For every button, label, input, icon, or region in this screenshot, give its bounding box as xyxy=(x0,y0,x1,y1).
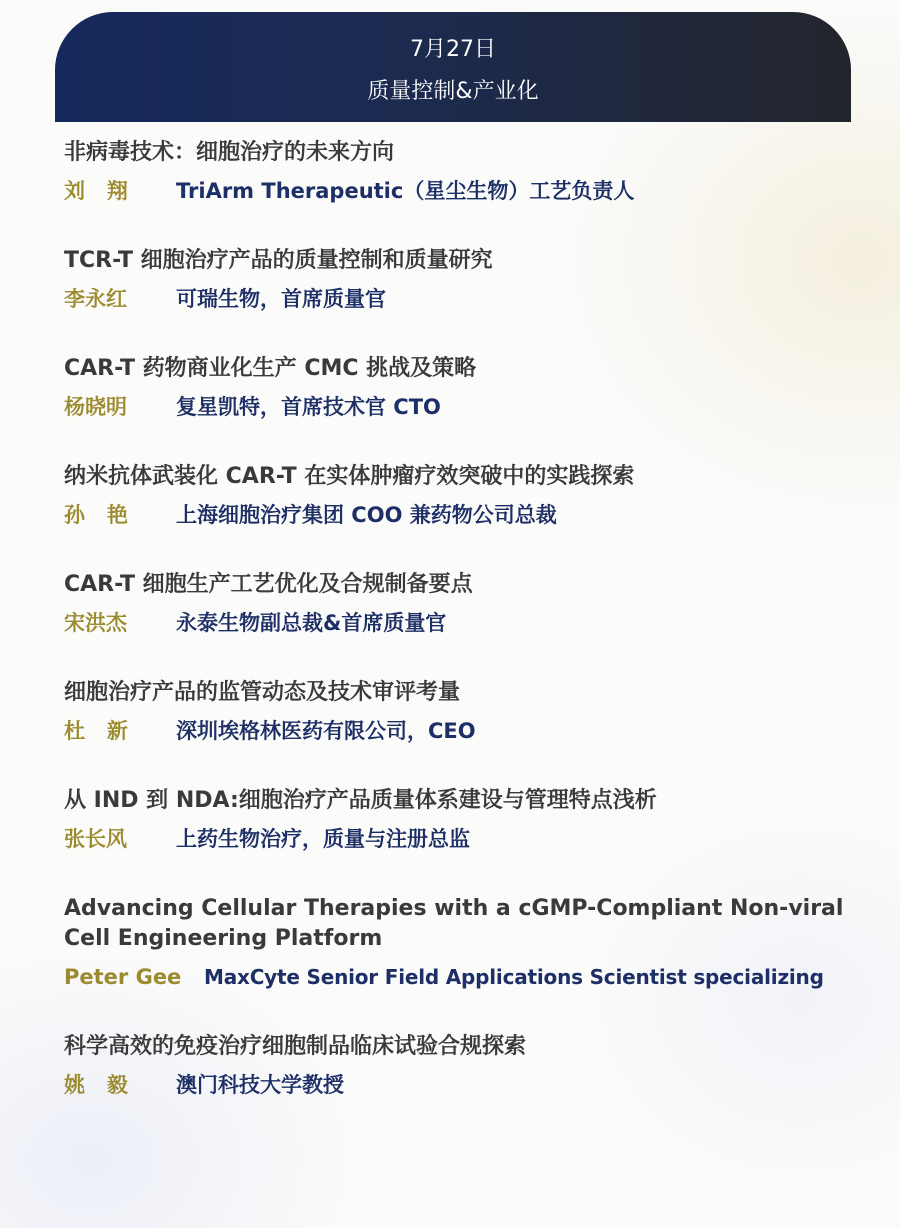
speaker-row xyxy=(64,176,854,206)
speaker-name: 杨晓明 xyxy=(64,395,127,419)
speaker-affiliation: 复星凯特，首席技术官 CTO xyxy=(176,395,441,419)
speaker-row xyxy=(64,500,854,530)
speaker-affiliation: TriArm Therapeutic（星尘生物）工艺负责人 xyxy=(176,179,635,203)
talk-topic: Advancing Cellular Therapies with a cGMP-Compliant Non-viral Cell Engineering Platform xyxy=(64,896,844,951)
speaker-row xyxy=(64,392,854,422)
speaker-name: 孙 艳 xyxy=(64,503,128,527)
speaker-affiliation: 永泰生物副总裁&首席质量官 xyxy=(176,611,447,635)
session-header xyxy=(55,12,851,122)
agenda-item xyxy=(64,894,854,992)
agenda-item xyxy=(64,1032,854,1100)
agenda-item xyxy=(64,354,854,422)
agenda-item xyxy=(64,246,854,314)
speaker-name: 杜 新 xyxy=(64,719,128,743)
speaker-affiliation: 上海细胞治疗集团 COO 兼药物公司总裁 xyxy=(176,503,557,527)
speaker-name: 李永红 xyxy=(64,287,127,311)
speaker-affiliation: 上药生物治疗，质量与注册总监 xyxy=(176,827,470,851)
speaker-row xyxy=(64,962,854,992)
session-date: 7月27日 xyxy=(410,37,496,62)
talk-topic: 科学高效的免疫治疗细胞制品临床试验合规探索 xyxy=(64,1034,527,1059)
talk-topic: CAR-T 细胞生产工艺优化及合规制备要点 xyxy=(64,572,473,597)
agenda-item xyxy=(64,678,854,746)
speaker-row xyxy=(64,284,854,314)
agenda-list xyxy=(64,138,854,1140)
speaker-name: Peter Gee xyxy=(64,965,182,989)
speaker-row xyxy=(64,1070,854,1100)
speaker-row xyxy=(64,608,854,638)
speaker-affiliation: 深圳埃格林医药有限公司，CEO xyxy=(176,719,476,743)
talk-topic: 纳米抗体武装化 CAR-T 在实体肿瘤疗效突破中的实践探索 xyxy=(64,464,635,489)
speaker-affiliation: 澳门科技大学教授 xyxy=(176,1073,344,1097)
speaker-name: 姚 毅 xyxy=(64,1073,128,1097)
speaker-name: 刘 翔 xyxy=(64,179,128,203)
speaker-row xyxy=(64,716,854,746)
agenda-item xyxy=(64,462,854,530)
speaker-affiliation: MaxCyte Senior Field Applications Scientist specializing xyxy=(204,965,824,989)
talk-topic: CAR-T 药物商业化生产 CMC 挑战及策略 xyxy=(64,356,477,381)
session-title: 质量控制&产业化 xyxy=(367,79,539,104)
speaker-name: 宋洪杰 xyxy=(64,611,127,635)
talk-topic: TCR-T 细胞治疗产品的质量控制和质量研究 xyxy=(64,248,493,273)
agenda-item xyxy=(64,138,854,206)
speaker-name: 张长风 xyxy=(64,827,127,851)
speaker-row xyxy=(64,824,854,854)
talk-topic: 细胞治疗产品的监管动态及技术审评考量 xyxy=(64,680,461,705)
agenda-item xyxy=(64,570,854,638)
talk-topic: 从 IND 到 NDA:细胞治疗产品质量体系建设与管理特点浅析 xyxy=(64,788,657,813)
agenda-item xyxy=(64,786,854,854)
talk-topic: 非病毒技术：细胞治疗的未来方向 xyxy=(64,140,395,165)
speaker-affiliation: 可瑞生物，首席质量官 xyxy=(176,287,386,311)
